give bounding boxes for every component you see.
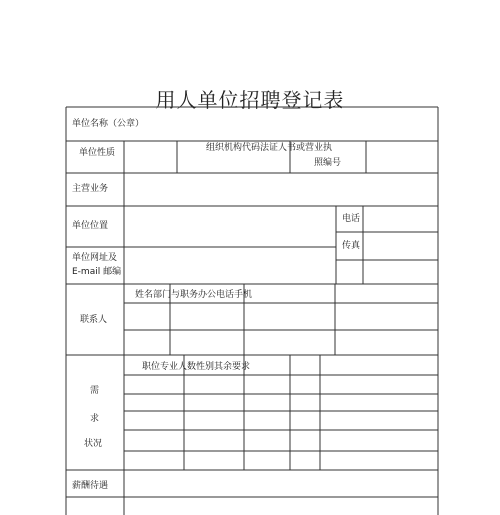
phone-label: 电话: [342, 214, 361, 224]
org-code-label-line1: 组织机构代码法证人书或营业执: [206, 143, 333, 153]
contact-header: 姓名部门与职务办公电话手机: [135, 290, 253, 300]
demand-label-char1: 需: [90, 386, 100, 396]
unit-nature-label: 单位性质: [79, 148, 116, 158]
unit-location-label: 单位位置: [72, 221, 109, 231]
main-business-label: 主营业务: [72, 184, 109, 194]
fax-label: 传真: [342, 241, 361, 251]
demand-header: 职位专业人数性别其余要求: [142, 362, 251, 372]
salary-label: 薪酬待遇: [72, 481, 109, 491]
website-label-line2: E-mail 邮编: [72, 267, 122, 277]
org-code-label-line2: 照编号: [314, 158, 342, 168]
unit-name-label: 单位名称（公章）: [72, 119, 145, 129]
demand-label-char2: 求: [90, 414, 100, 424]
contact-person-label: 联系人: [80, 315, 108, 325]
demand-label-char3: 状况: [84, 439, 103, 449]
form-title: 用人单位招聘登记表: [155, 88, 345, 112]
website-label-line1: 单位网址及: [72, 253, 118, 263]
